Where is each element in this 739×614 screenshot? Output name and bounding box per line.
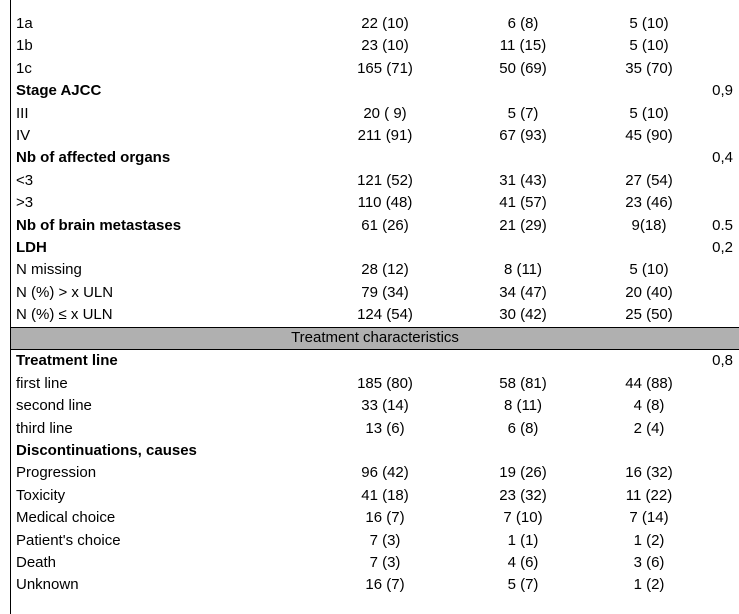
table-row [11,507,739,529]
row-label: Patient's choice [16,531,121,549]
patient-characteristics-rows [11,13,739,326]
row-label: second line [16,397,92,415]
value-cell-group-2: 67 (93) [499,126,547,144]
table-row [11,574,739,596]
value-cell-group-2: 5 (7) [507,576,539,594]
value-cell-group-1: 96 (42) [361,464,409,482]
table-row [11,373,739,395]
value-cell-group-2: 6 (8) [507,419,539,437]
value-cell-group-3: 35 (70) [625,59,673,77]
table-row [11,58,739,80]
row-label: III [16,104,29,122]
row-label: N (%) ≤ x ULN [16,306,113,324]
value-cell-group-2: 5 (7) [507,104,539,122]
characteristics-table [11,13,739,597]
group-header-row [11,80,739,102]
value-cell-group-3: 2 (4) [633,419,665,437]
value-cell-group-1: 185 (80) [357,374,413,392]
row-label: 1c [16,59,32,77]
row-label: N (%) > x ULN [16,283,114,301]
section-header-label: Treatment characteristics [291,329,459,347]
value-cell-group-1: 7 (3) [369,553,401,571]
value-cell-group-1: 13 (6) [365,419,405,437]
value-cell-group-2: 23 (32) [499,486,547,504]
value-cell-group-1: 16 (7) [365,509,405,527]
row-label: first line [16,374,68,392]
value-cell-group-3: 27 (54) [625,171,673,189]
p-value-cell: 0,2 [712,238,733,256]
value-cell-group-1: 61 (26) [361,216,409,234]
value-cell-group-1: 165 (71) [357,59,413,77]
row-label: Death [16,553,57,571]
row-label: <3 [16,171,34,189]
table-row [11,13,739,35]
row-label: Discontinuations, causes [16,442,197,460]
value-cell-group-1: 211 (91) [357,126,413,144]
table-row [11,192,739,214]
value-cell-group-1: 22 (10) [361,15,409,32]
value-cell-group-1: 124 (54) [357,306,413,324]
p-value-cell: 0,8 [712,352,733,370]
row-label: Nb of brain metastases [16,216,182,234]
row-label: >3 [16,194,34,212]
value-cell-group-2: 7 (10) [503,509,543,527]
value-cell-group-3: 1 (2) [633,531,665,549]
value-cell-group-3: 4 (8) [633,397,665,415]
row-label: Treatment line [16,352,118,370]
table-row [11,103,739,125]
group-header-row [11,237,739,259]
group-header-row [11,215,739,237]
value-cell-group-2: 4 (6) [507,553,539,571]
value-cell-group-2: 8 (11) [503,261,543,279]
value-cell-group-2: 1 (1) [507,531,539,549]
value-cell-group-3: 5 (10) [629,37,669,55]
value-cell-group-3: 20 (40) [625,283,673,301]
table-row [11,552,739,574]
table-row [11,418,739,440]
value-cell-group-2: 19 (26) [499,464,547,482]
row-label: Unknown [16,576,79,594]
value-cell-group-3: 16 (32) [625,464,673,482]
group-header-row [11,350,739,372]
group-header-row [11,147,739,169]
value-cell-group-1: 16 (7) [365,576,405,594]
p-value-cell: 0,4 [712,149,733,167]
row-label: LDH [16,238,47,256]
value-cell-group-2: 30 (42) [499,306,547,324]
value-cell-group-3: 23 (46) [625,194,673,212]
row-label: Progression [16,464,97,482]
row-label: Medical choice [16,509,116,527]
table-row [11,530,739,552]
table-row [11,462,739,484]
value-cell-group-2: 50 (69) [499,59,547,77]
row-label: 1a [16,15,33,32]
value-cell-group-3: 5 (10) [629,104,669,122]
value-cell-group-1: 20 ( 9) [363,104,407,122]
value-cell-group-3: 9(18) [631,216,667,234]
value-cell-group-2: 8 (11) [503,397,543,415]
treatment-characteristics-rows [11,350,739,596]
value-cell-group-2: 34 (47) [499,283,547,301]
value-cell-group-1: 33 (14) [361,397,409,415]
value-cell-group-2: 58 (81) [499,374,547,392]
table-row [11,125,739,147]
row-label: Nb of affected organs [16,149,171,167]
row-label: third line [16,419,73,437]
row-label: Toxicity [16,486,66,504]
table-row [11,35,739,57]
value-cell-group-3: 44 (88) [625,374,673,392]
value-cell-group-3: 7 (14) [629,509,669,527]
row-label: 1b [16,37,33,55]
value-cell-group-3: 45 (90) [625,126,673,144]
value-cell-group-2: 11 (15) [499,37,547,55]
group-header-row [11,440,739,462]
table-row [11,282,739,304]
table-row [11,395,739,417]
value-cell-group-2: 21 (29) [499,216,547,234]
row-label: Stage AJCC [16,82,102,100]
value-cell-group-2: 31 (43) [499,171,547,189]
value-cell-group-1: 110 (48) [357,194,413,212]
value-cell-group-3: 25 (50) [625,306,673,324]
value-cell-group-1: 23 (10) [361,37,409,55]
value-cell-group-2: 41 (57) [499,194,547,212]
value-cell-group-1: 41 (18) [361,486,409,504]
table-row [11,259,739,281]
row-label: N missing [16,261,82,279]
p-value-cell: 0.5 [712,216,733,234]
value-cell-group-2: 6 (8) [507,15,539,32]
value-cell-group-3: 11 (22) [625,486,673,504]
row-label: IV [16,126,31,144]
value-cell-group-1: 121 (52) [357,171,413,189]
value-cell-group-3: 5 (10) [629,15,669,32]
value-cell-group-1: 79 (34) [361,283,409,301]
section-header-treatment [11,327,739,350]
value-cell-group-3: 3 (6) [633,553,665,571]
value-cell-group-1: 28 (12) [361,261,409,279]
table-row [11,304,739,326]
p-value-cell: 0,9 [712,82,733,100]
table-row [11,485,739,507]
value-cell-group-3: 1 (2) [633,576,665,594]
value-cell-group-3: 5 (10) [629,261,669,279]
value-cell-group-1: 7 (3) [369,531,401,549]
table-row [11,170,739,192]
